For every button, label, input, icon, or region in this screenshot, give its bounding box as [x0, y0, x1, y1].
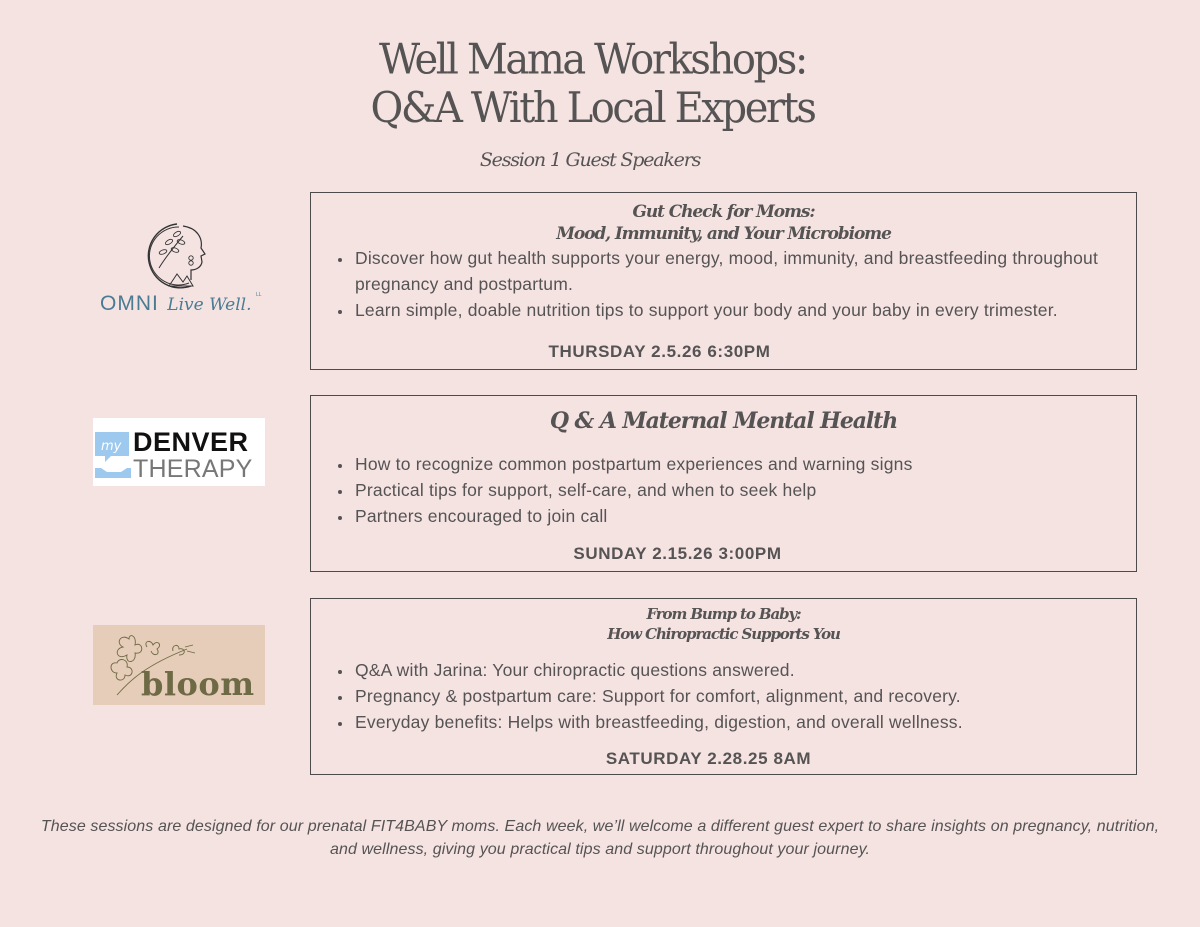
session-title-line-2: How Chiropractic Supports You [607, 625, 840, 643]
bullet-item: • Learn simple, doable nutrition tips to support your body and your baby in every trimester. [353, 297, 1136, 323]
session-bullets [311, 245, 1136, 323]
bullet-item: • Everyday benefits: Helps with breastfeeding, digestion, and overall wellness. [353, 709, 1136, 735]
title-line-1: Well Mama Workshops: [379, 35, 806, 84]
session-title [311, 193, 1136, 245]
title-line-2: Q&A With Local Experts [370, 84, 815, 133]
bullet-item: • Pregnancy & postpartum care: Support for comfort, alignment, and recovery. [353, 683, 1136, 709]
logo-bloom-text: bloom [141, 665, 255, 703]
session-date: THURSDAY 2.5.26 6:30PM [548, 342, 771, 361]
bullet-item: • Partners encouraged to join call [353, 503, 1136, 529]
bullet-item: • How to recognize common postpartum experiences and warning signs [353, 451, 1136, 477]
session-title-line-2: Mood, Immunity, and Your Microbiome [556, 224, 891, 244]
page-title [0, 36, 1185, 133]
session-card-mental-health [310, 395, 1137, 572]
session-bullets [311, 451, 1136, 529]
bullet-item: • Practical tips for support, self-care, and when to seek help [353, 477, 1136, 503]
bloom-logo [93, 625, 265, 705]
bullet-item: • Q&A with Jarina: Your chiropractic questions answered. [353, 657, 1136, 683]
speech-bubble-couch-icon [95, 428, 131, 482]
session-title [311, 599, 1136, 644]
bullet-item: • Discover how gut health supports your energy, mood, immunity, and breastfeeding throughout pregnancy and postpartum. [353, 245, 1136, 297]
session-title-line-1: From Bump to Baby: [646, 605, 801, 623]
logo-therapy-text: THERAPY [133, 455, 253, 483]
my-denver-therapy-logo [93, 418, 265, 486]
page-subtitle: Session 1 Guest Speakers [479, 149, 701, 171]
logo-omni-text: OMNI [100, 292, 159, 315]
session-date: SATURDAY 2.28.25 8AM [605, 749, 812, 768]
session-card-chiropractic [310, 598, 1137, 775]
logo-live-well-text: Live Well. [167, 295, 252, 315]
session-title-line-1: Gut Check for Moms: [632, 202, 815, 222]
session-bullets [311, 657, 1136, 735]
woman-face-moon-icon [139, 220, 219, 292]
svg-text:my: my [101, 439, 122, 454]
session-date: SUNDAY 2.15.26 3:00PM [573, 544, 782, 563]
footer-description: These sessions are designed for our prenatal FIT4BABY moms. Each week, we’ll welcome a different guest expert to share insights on pregnancy, nutrition, and wellness, giving you practical tips and support throughout your journey. [40, 818, 1160, 858]
session-title: Q & A Maternal Mental Health [549, 408, 898, 434]
logo-denver-text: DENVER [133, 427, 249, 457]
omni-live-well-logo [95, 220, 265, 320]
logo-tm-text: LL [255, 292, 262, 298]
session-card-gut-check [310, 192, 1137, 370]
